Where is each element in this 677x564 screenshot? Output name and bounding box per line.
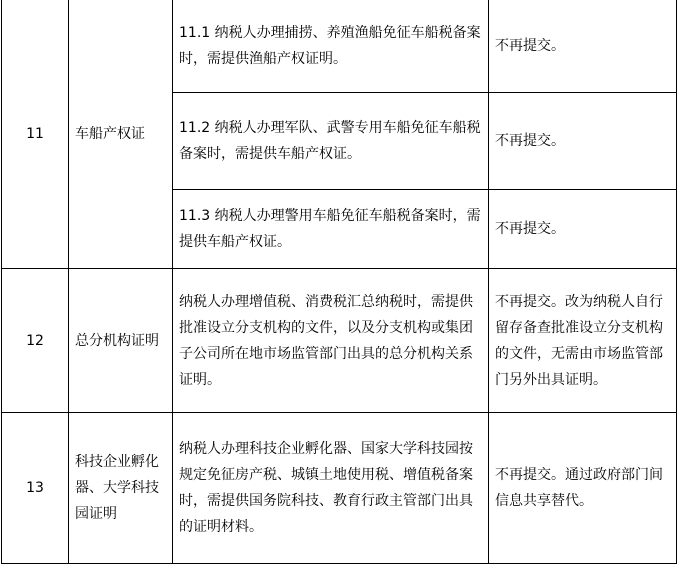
result-cell: 不再提交。通过政府部门间信息共享替代。 [489,413,677,564]
table-row [2,269,677,413]
condition-cell: 11.3 纳税人办理警用车船免征车船税备案时，需提供车船产权证。 [173,190,489,269]
certificate-name: 总分机构证明 [69,269,173,413]
certificate-name: 车船产权证 [69,0,173,269]
table-row [2,413,677,564]
condition-cell: 纳税人办理增值税、消费税汇总纳税时，需提供批准设立分支机构的文件，以及分支机构或集团子公司所在地市场监管部门出具的总分机构关系证明。 [173,269,489,413]
certificate-name: 科技企业孵化器、大学科技园证明 [69,413,173,564]
result-cell: 不再提交。 [489,190,677,269]
row-number: 11 [2,0,69,269]
row-number: 12 [2,269,69,413]
certificate-table [1,0,677,564]
row-number: 13 [2,413,69,564]
result-cell: 不再提交。 [489,93,677,190]
condition-cell: 11.1 纳税人办理捕捞、养殖渔船免征车船税备案时，需提供渔船产权证明。 [173,0,489,93]
condition-cell: 纳税人办理科技企业孵化器、国家大学科技园按规定免征房产税、城镇土地使用税、增值税备案时，需提供国务院科技、教育行政主管部门出具的证明材料。 [173,413,489,564]
result-cell: 不再提交。改为纳税人自行留存备查批准设立分支机构的文件，无需由市场监管部门另外出具证明。 [489,269,677,413]
table-row [2,0,677,93]
result-cell: 不再提交。 [489,0,677,93]
condition-cell: 11.2 纳税人办理军队、武警专用车船免征车船税备案时，需提供车船产权证。 [173,93,489,190]
